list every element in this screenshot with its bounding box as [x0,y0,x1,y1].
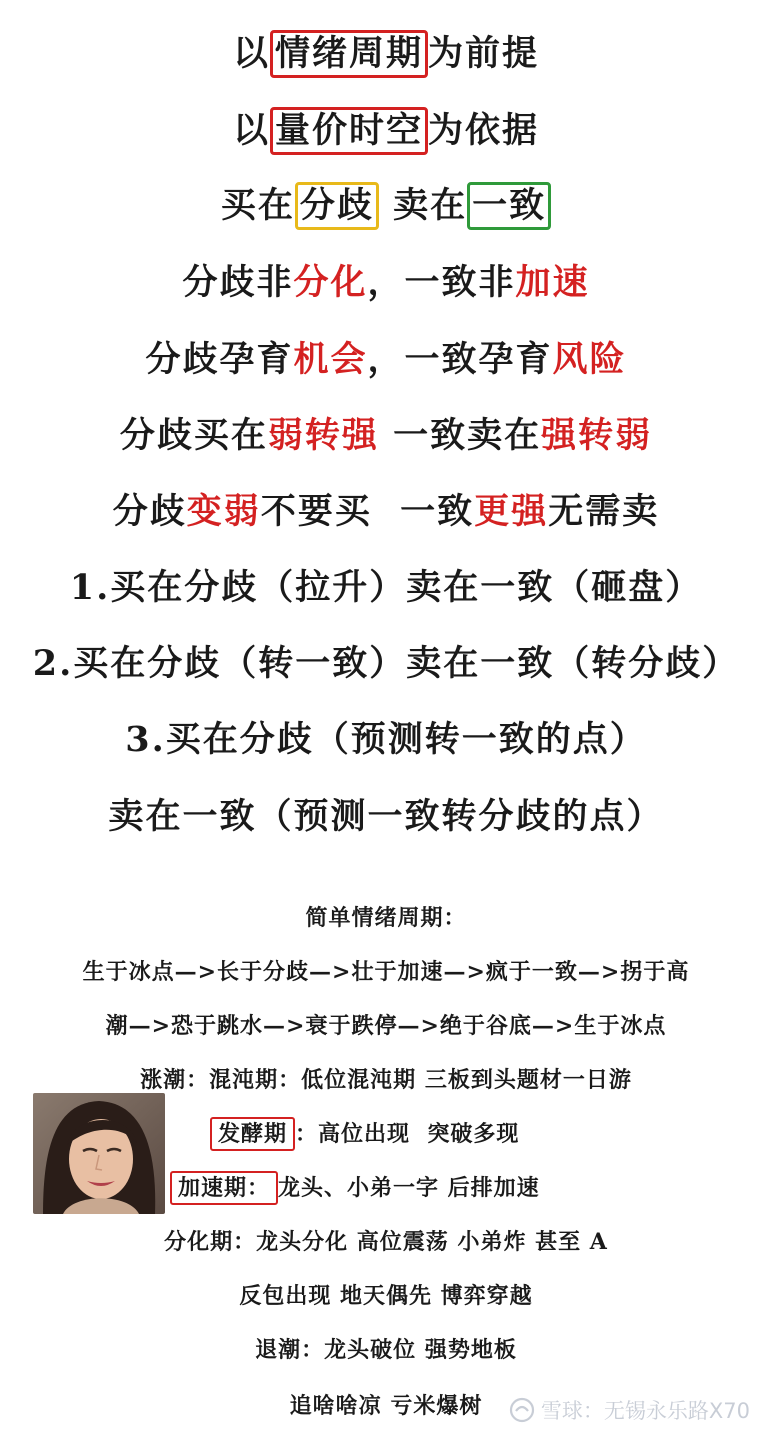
ferment-phase-line: 发酵期 ：高位出现 突破多现 [190,1117,772,1151]
watermark-text: 雪球：无锡永乐路X70 [540,1399,750,1423]
cycle-line-1: 生于冰点—>长于分歧—>壮于加速—>疯于一致—>拐于高 [82,959,690,985]
diverge-phase-line-1: 分化期：龙头分化 高位震荡 小弟炸 甚至 A [164,1229,608,1255]
rise-phase-line: 涨潮：混沌期：低位混沌期 三板到头题材一日游 [140,1067,632,1093]
boxed-ferment-label: 发酵期 [210,1117,295,1151]
line-dont-buy: 分歧变弱不要买 一致更强无需卖 [112,491,660,532]
last-line: 追啥啥凉 亏米爆树 [289,1393,483,1419]
line-rule-3: 3.买在分歧（预测转一致的点） [125,719,647,760]
line-weak-strong: 分歧买在弱转强 一致卖在强转弱 [119,415,653,456]
cycle-line-2: 潮—>恐于跳水—>衰于跌停—>绝于谷底—>生于冰点 [105,1013,667,1039]
boxed-accel-label: 加速期： [170,1171,278,1205]
accel-phase-line: 加速期： 龙头、小弟一字 后排加速 [160,1171,772,1205]
snowball-logo-icon [509,1397,535,1423]
line-buy-sell: 买在 分歧 卖在 一致 [0,181,772,231]
boxed-consensus: 一致 [467,182,551,230]
line-opportunity-risk: 分歧孕育机会，一致孕育风险 [145,339,627,380]
line-basis: 以 量价时空 为依据 [0,106,772,156]
line-premise: 以 情绪周期 为前提 [0,29,772,79]
line-rule-1: 1.买在分歧（拉升）卖在一致（砸盘） [69,567,703,608]
diverge-phase-line-2: 反包出现 地天偶先 博弈穿越 [239,1283,533,1309]
portrait-photo [33,1093,165,1214]
section-title: 简单情绪周期： [305,905,467,931]
line-rule-2: 2.买在分歧（转一致）卖在一致（转分歧） [32,643,740,684]
line-rule-3-sell: 卖在一致（预测一致转分歧的点） [108,796,664,837]
boxed-volume-price: 量价时空 [270,107,428,155]
ebb-phase-line: 退潮：龙头破位 强势地板 [255,1337,517,1363]
watermark [509,1395,750,1425]
boxed-emotion-cycle: 情绪周期 [270,30,428,78]
boxed-divergence: 分歧 [295,182,379,230]
line-not-differentiation: 分歧非分化，一致非加速 [182,262,590,303]
